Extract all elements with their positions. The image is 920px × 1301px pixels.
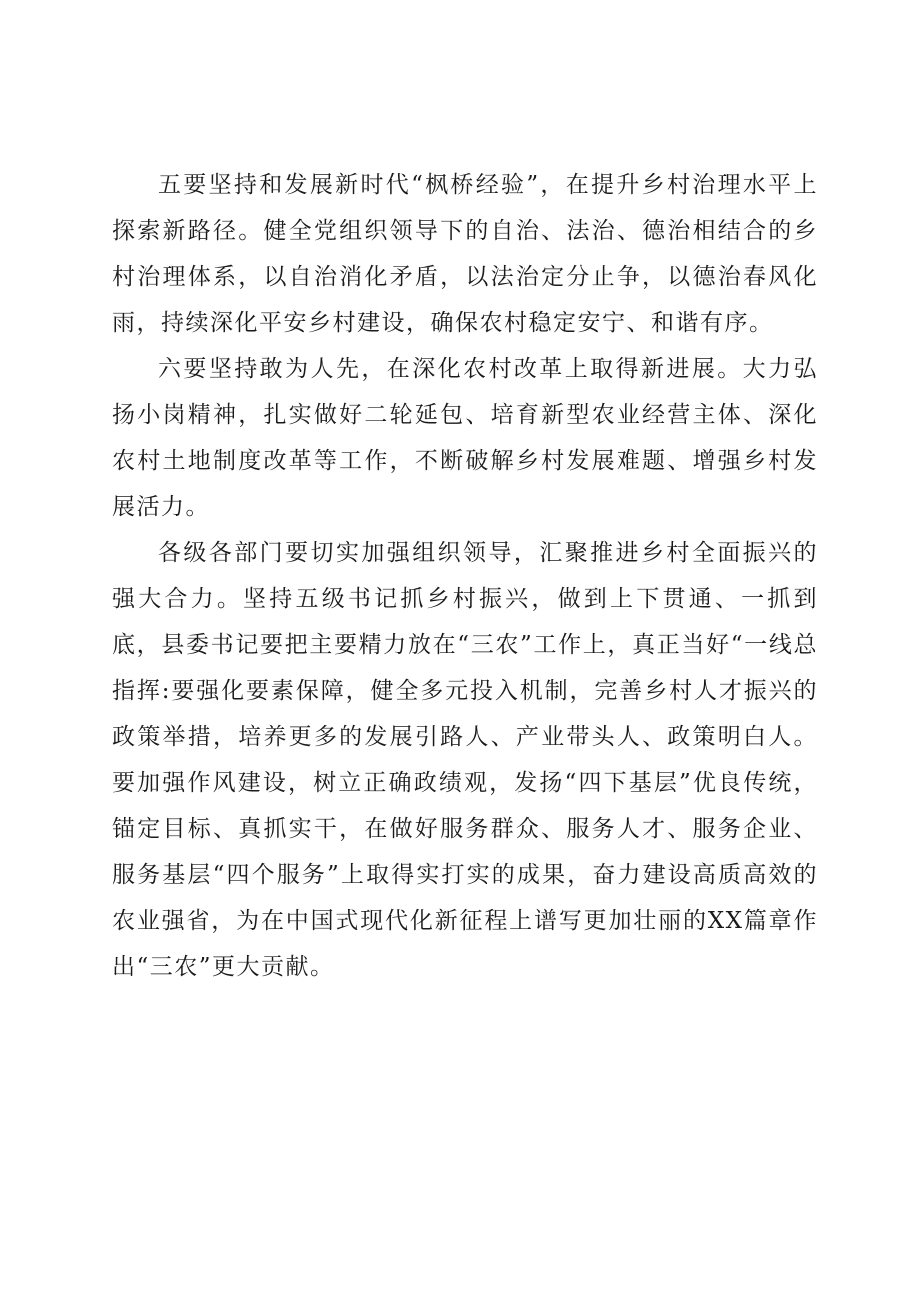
paragraph-5-governance: 五要坚持和发展新时代“枫桥经验”，在提升乡村治理水平上探索新路径。健全党组织领导下的自治、法治、德治相结合的乡村治理体系，以自治消化矛盾，以法治定分止争，以德治春风化雨，持续深化平安乡村建设，确保农村稳定安宁、和谐有序。: [112, 172, 818, 336]
document-body: [112, 162, 818, 990]
paragraph-leadership: 各级各部门要切实加强组织领导，汇聚推进乡村全面振兴的强大合力。坚持五级书记抓乡村振兴，做到上下贯通、一抓到底，县委书记要把主要精力放在“三农”工作上，真正当好“一线总指挥:要强化要素保障，健全多元投入机制，完善乡村人才振兴的政策举措，培养更多的发展引路人、产业带头人、政策明白人。要加强作风建设，树立正确政绩观，发扬“四下基层”优良传统，锚定目标、真抓实干，在做好服务群众、服务人才、服务企业、服务基层“四个服务”上取得实打实的成果，奋力建设高质高效的农业强省，为在中国式现代化新征程上谱写更加壮丽的XX篇章作出“三农”更大贡献。: [112, 540, 818, 980]
paragraph-6-reform: 六要坚持敢为人先，在深化农村改革上取得新进展。大力弘扬小岗精神，扎实做好二轮延包、培育新型农业经营主体、深化农村土地制度改革等工作，不断破解乡村发展难题、增强乡村发展活力。: [112, 356, 818, 520]
